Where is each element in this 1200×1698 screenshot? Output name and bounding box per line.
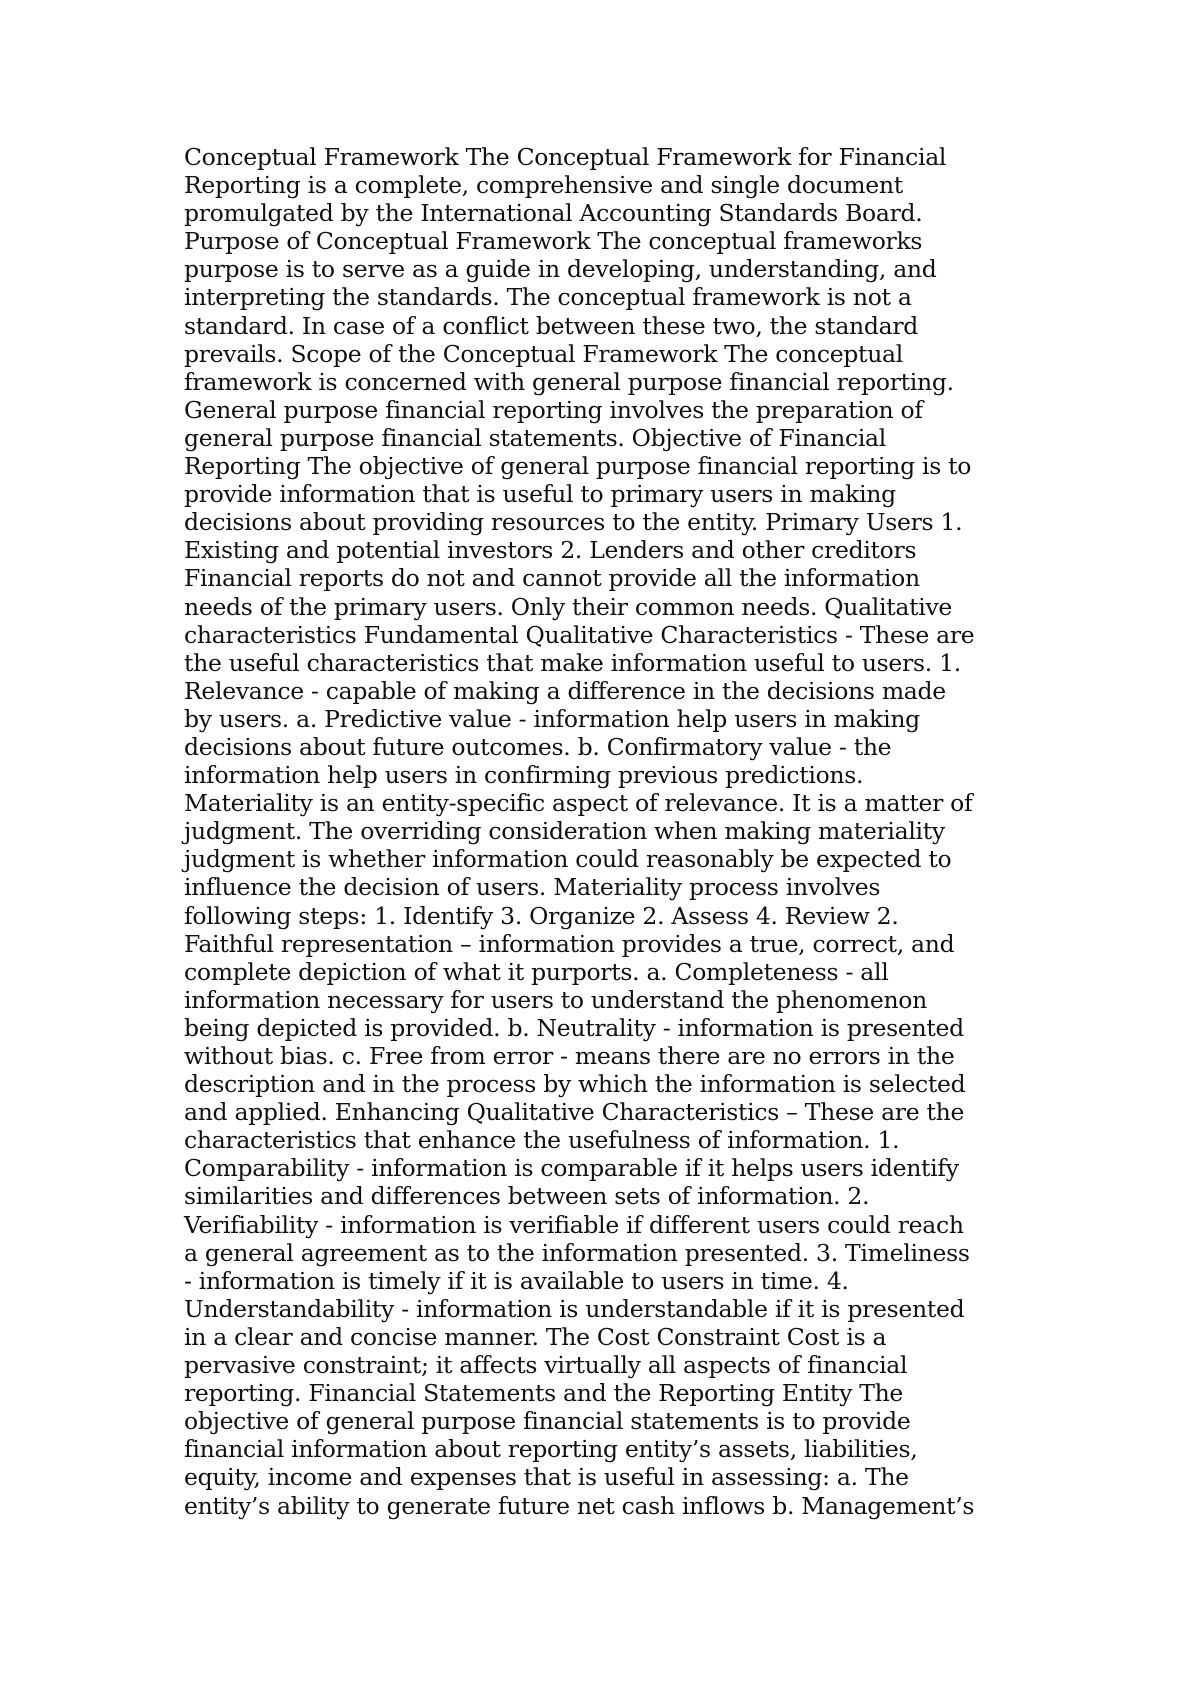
document-text-line: following steps: 1. Identify 3. Organize 2. Assess 4. Review 2. — [184, 901, 899, 930]
document-text-line: information necessary for users to understand the phenomenon — [184, 985, 927, 1014]
document-text-line: information help users in confirming previous predictions. — [184, 761, 864, 790]
document-text-line: being depicted is provided. b. Neutrality - information is presented — [184, 1013, 964, 1042]
document-text-line: General purpose financial reporting involves the preparation of — [184, 395, 923, 424]
document-text-line: entity’s ability to generate future net cash inflows b. Management’s — [184, 1491, 975, 1520]
document-text-line: Materiality is an entity-specific aspect of relevance. It is a matter of — [184, 789, 973, 818]
document-text-line: judgment. The overriding consideration when making materiality — [184, 817, 945, 846]
document-text-line: Relevance - capable of making a difference in the decisions made — [184, 676, 946, 705]
document-text-line: Purpose of Conceptual Framework The conceptual frameworks — [184, 227, 923, 256]
document-text-line: Existing and potential investors 2. Lenders and other creditors — [184, 536, 917, 565]
document-text-line: in a clear and concise manner. The Cost Constraint Cost is a — [184, 1322, 887, 1351]
document-text-line: interpreting the standards. The conceptual framework is not a — [184, 283, 912, 312]
document-text-line: influence the decision of users. Materiality process involves — [184, 873, 881, 902]
document-text-line: Financial reports do not and cannot provide all the information — [184, 564, 920, 593]
document-text-line: description and in the process by which the information is selected — [184, 1070, 966, 1099]
document-text-line: standard. In case of a conflict between these two, the standard — [184, 311, 918, 340]
document-text-line: characteristics that enhance the usefulness of information. 1. — [184, 1126, 900, 1155]
document-text-line: Verifiability - information is verifiable if different users could reach — [184, 1210, 964, 1239]
document-text-line: prevails. Scope of the Conceptual Framework The conceptual — [184, 339, 903, 368]
document-text-line: Conceptual Framework The Conceptual Framework for Financial — [184, 143, 947, 171]
document-text-line: complete depiction of what it purports. a. Completeness - all — [184, 957, 889, 986]
document-text-line: general purpose financial statements. Objective of Financial — [184, 423, 886, 452]
document-text-line: Comparability - information is comparable if it helps users identify — [184, 1154, 959, 1183]
document-text-line: Faithful representation – information provides a true, correct, and — [184, 929, 955, 958]
document-text-line: pervasive constraint; it affects virtually all aspects of financial — [184, 1351, 908, 1380]
document-text-line: Understandability - information is understandable if it is presented — [184, 1294, 965, 1323]
document-text-line: judgment is whether information could reasonably be expected to — [184, 845, 952, 874]
document-text-line: Reporting The objective of general purpose financial reporting is to — [184, 452, 972, 481]
document-text-line: and applied. Enhancing Qualitative Characteristics – These are the — [184, 1098, 965, 1127]
document-text-line: needs of the primary users. Only their common needs. Qualitative — [184, 592, 953, 621]
document-text-line: purpose is to serve as a guide in developing, understanding, and — [184, 255, 937, 284]
document-text-line: similarities and differences between sets of information. 2. — [184, 1182, 870, 1211]
document-text-line: promulgated by the International Accounting Standards Board. — [184, 199, 923, 228]
document-body-text — [184, 143, 1064, 1520]
document-text-line: reporting. Financial Statements and the Reporting Entity The — [184, 1379, 904, 1408]
document-text-line: financial information about reporting entity’s assets, liabilities, — [184, 1435, 918, 1464]
document-text-line: the useful characteristics that make information useful to users. 1. — [184, 648, 961, 677]
document-text-line: without bias. c. Free from error - means there are no errors in the — [184, 1042, 955, 1070]
document-text-line: by users. a. Predictive value - information help users in making — [184, 704, 920, 733]
document-text-line: provide information that is useful to primary users in making — [184, 480, 896, 509]
document-text-line: equity, income and expenses that is useful in assessing: a. The — [184, 1463, 909, 1492]
document-text-line: framework is concerned with general purpose financial reporting. — [184, 367, 954, 396]
document-text-line: objective of general purpose financial statements is to provide — [184, 1407, 911, 1436]
document-text-line: decisions about providing resources to the entity. Primary Users 1. — [184, 508, 963, 537]
document-text-line: a general agreement as to the information presented. 3. Timeliness — [184, 1238, 970, 1267]
document-text-line: - information is timely if it is available to users in time. 4. — [184, 1266, 849, 1295]
document-text-line: decisions about future outcomes. b. Confirmatory value - the — [184, 732, 892, 761]
document-text-line: Reporting is a complete, comprehensive and single document — [184, 171, 903, 200]
document-text-line: characteristics Fundamental Qualitative Characteristics - These are — [184, 620, 975, 649]
